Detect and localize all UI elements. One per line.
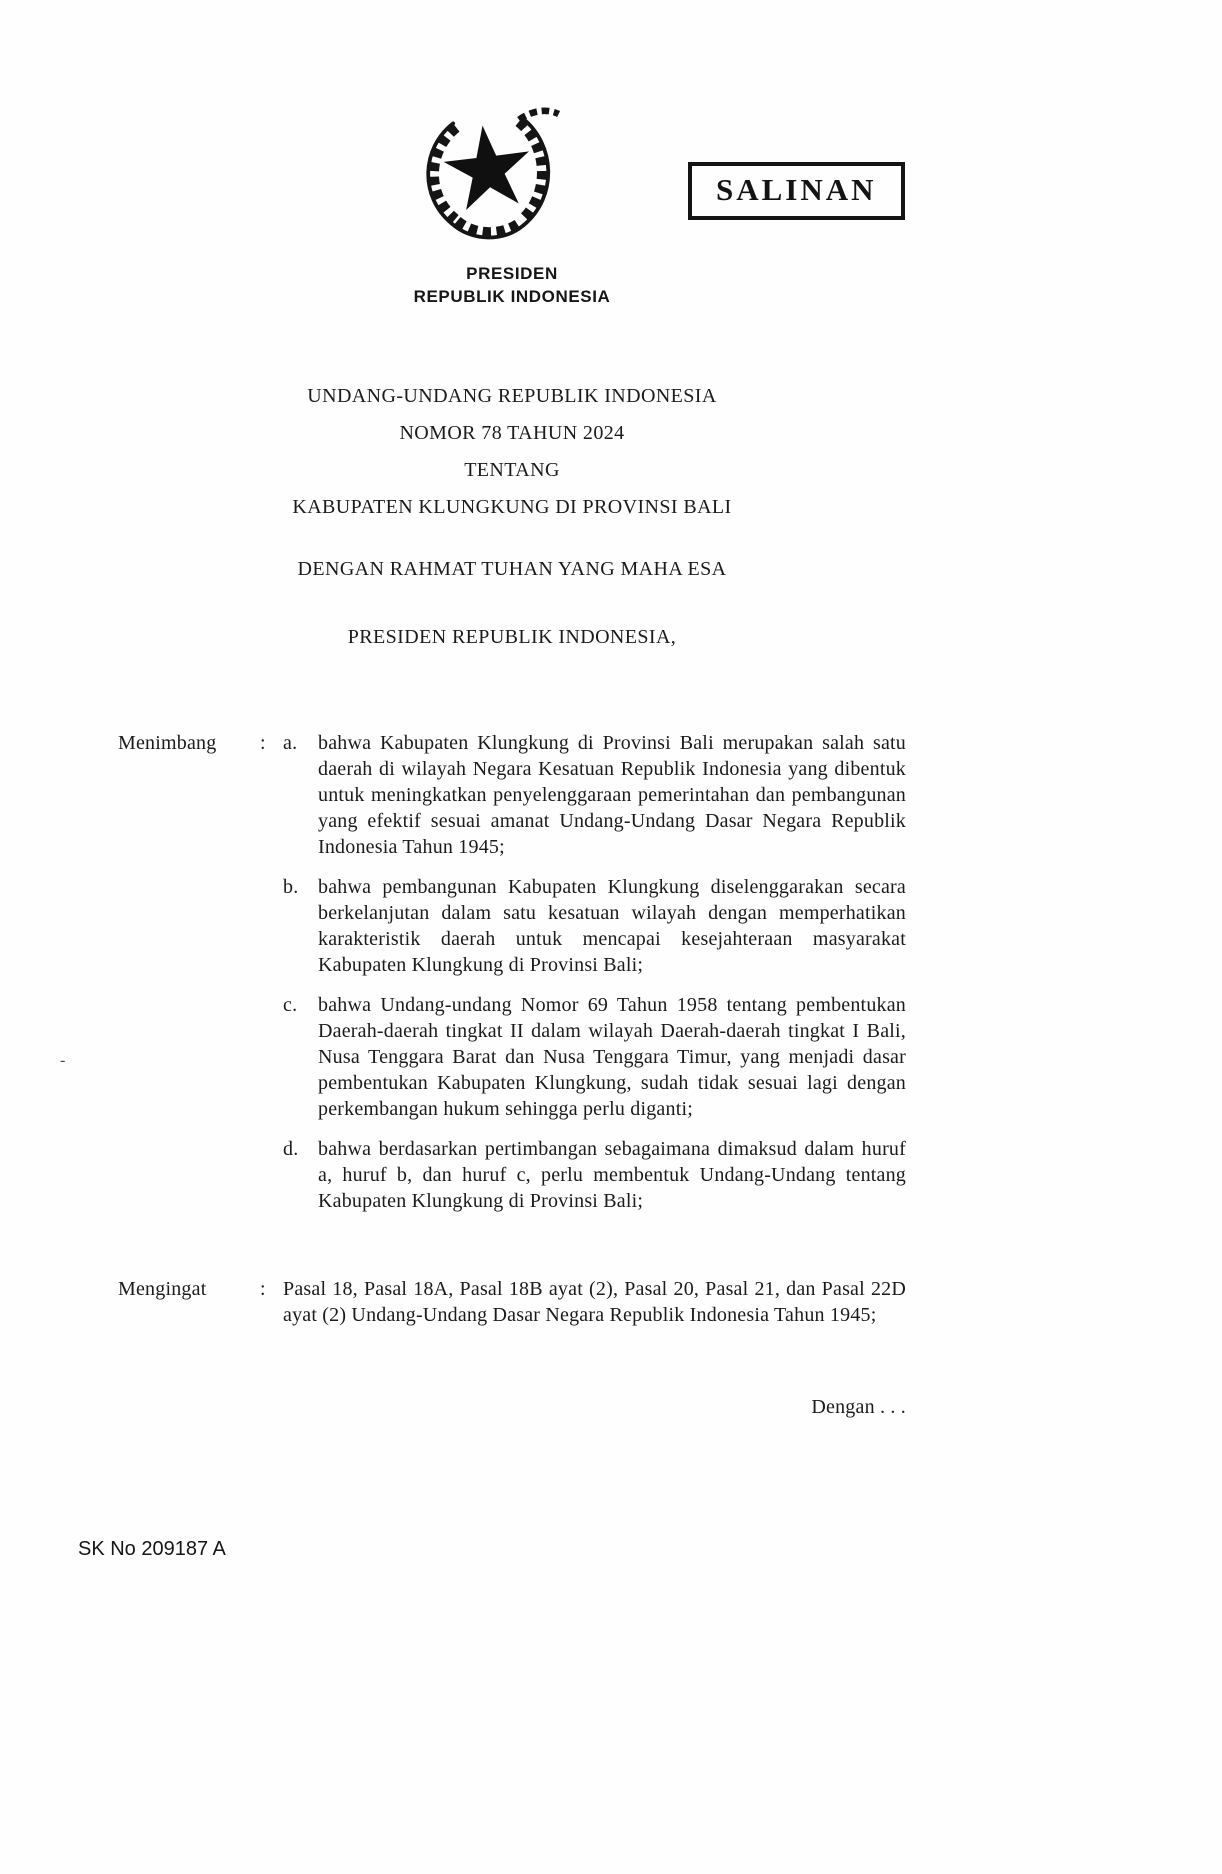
footer-code: SK No 209187 A: [78, 1538, 226, 1560]
stray-mark: -: [60, 1052, 66, 1069]
mengingat-colon: :: [260, 1278, 266, 1300]
mengingat-clause: [118, 1276, 906, 1328]
list-item: [283, 992, 906, 1122]
catchword: Dengan . . .: [811, 1396, 906, 1418]
star-wreath-icon: [408, 102, 568, 254]
preamble-opening: PRESIDEN REPUBLIK INDONESIA,: [347, 626, 677, 648]
salinan-stamp: SALINAN: [688, 162, 905, 220]
preamble-motto: DENGAN RAHMAT TUHAN YANG MAHA ESA: [297, 558, 727, 580]
item-text: bahwa Kabupaten Klungkung di Provinsi Bali merupakan salah satu daerah di wilayah Negara Kesatuan Republik Indonesia yang dibentuk untuk meningkatkan penyelenggaraan pemerintahan dan pembangunan yang efektif sesuai amanat Undang-Undang Dasar Negara Republik Indonesia Tahun 1945;: [318, 732, 906, 858]
item-letter: c.: [283, 994, 298, 1016]
law-title-line4: KABUPATEN KLUNGKUNG DI PROVINSI BALI: [292, 496, 732, 518]
agency-heading: [118, 262, 906, 308]
list-item: [283, 1136, 906, 1214]
item-letter: b.: [283, 876, 299, 898]
list-item: [283, 874, 906, 978]
mengingat-text: Pasal 18, Pasal 18A, Pasal 18B ayat (2), Pasal 20, Pasal 21, dan Pasal 22D ayat (2) Undang-Undang Dasar Negara Republik Indonesia Tahun 1945;: [283, 1278, 906, 1326]
item-text: bahwa pembangunan Kabupaten Klungkung diselenggarakan secara berkelanjutan dalam satu kesatuan wilayah dengan memperhatikan karakteristik daerah untuk mencapai kesejahteraan masyarakat Kabupaten Klungkung di Provinsi Bali;: [318, 876, 906, 976]
presidential-emblem: [408, 102, 568, 254]
menimbang-clause: [118, 730, 906, 1214]
item-text: bahwa Undang-undang Nomor 69 Tahun 1958 tentang pembentukan Daerah-daerah tingkat II dalam wilayah Daerah-daerah tingkat I Bali, Nusa Tenggara Barat dan Nusa Tenggara Timur, yang menjadi dasar pembentukan Kabupaten Klungkung, sudah tidak sesuai lagi dengan perkembangan hukum sehingga perlu diganti;: [318, 994, 906, 1120]
menimbang-colon: :: [260, 732, 266, 754]
menimbang-label: Menimbang: [118, 732, 217, 754]
list-item: [283, 730, 906, 860]
agency-line-republik: REPUBLIK INDONESIA: [413, 287, 611, 306]
law-title-line3: TENTANG: [464, 459, 560, 481]
mengingat-label: Mengingat: [118, 1278, 207, 1300]
law-title-line1: UNDANG-UNDANG REPUBLIK INDONESIA: [307, 385, 717, 407]
law-title-line2: NOMOR 78 TAHUN 2024: [399, 422, 625, 444]
menimbang-items: [283, 730, 906, 1214]
agency-line-presiden: PRESIDEN: [466, 264, 558, 283]
item-letter: a.: [283, 732, 298, 754]
document-body: [118, 378, 906, 1420]
item-letter: d.: [283, 1138, 299, 1160]
law-title-block: [118, 378, 906, 526]
item-text: bahwa berdasarkan pertimbangan sebagaimana dimaksud dalam huruf a, huruf b, dan huruf c, perlu membentuk Undang-Undang tentang Kabupaten Klungkung di Provinsi Bali;: [318, 1138, 906, 1212]
